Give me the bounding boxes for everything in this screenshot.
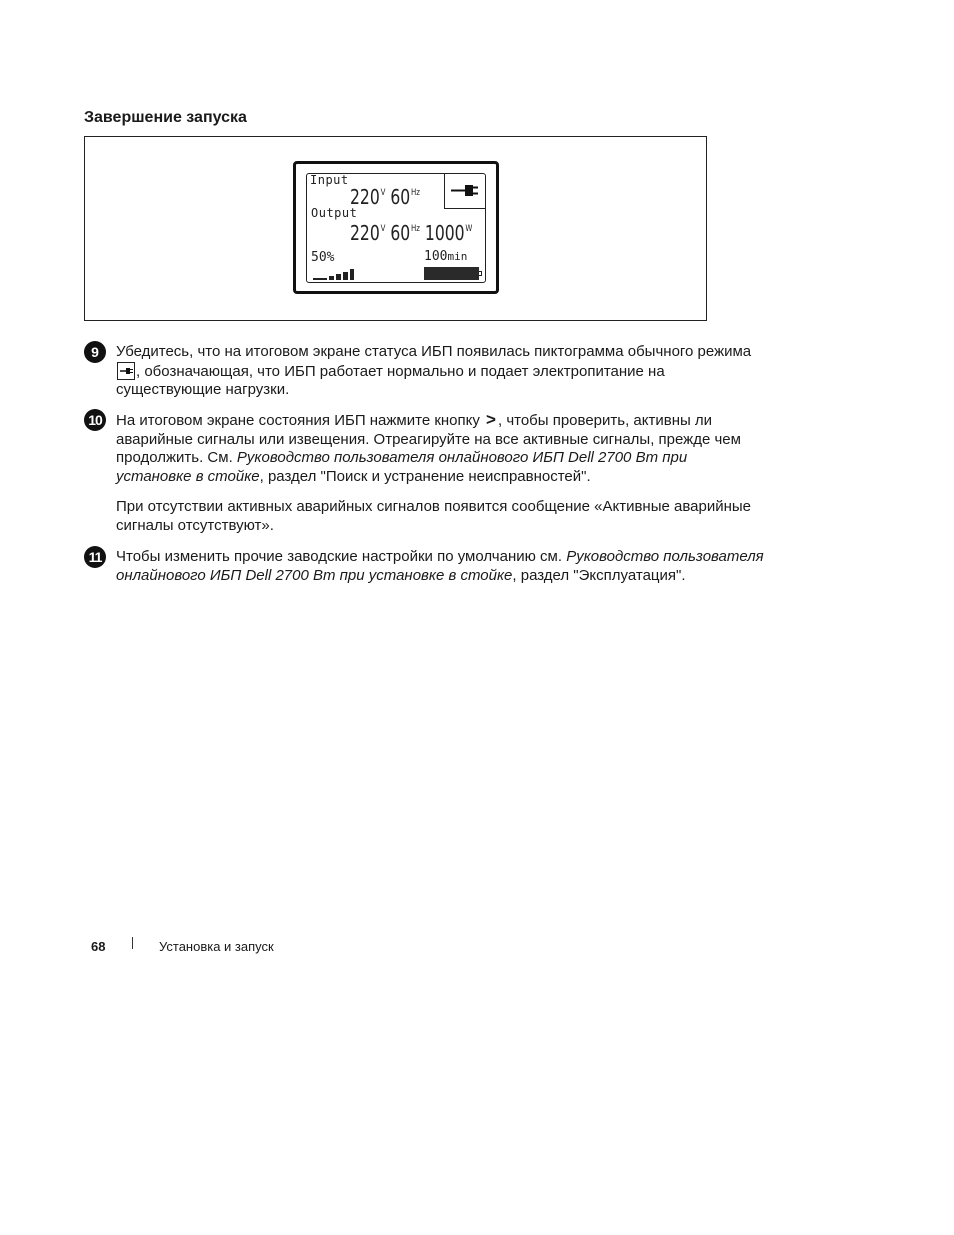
lcd-mode-icon-cell [444,174,485,209]
lcd-output-label: Output [311,206,358,220]
step-11-text-before: Чтобы изменить прочие заводские настройки по умолчанию см. [116,548,567,565]
ups-lcd-screen [306,173,486,283]
step-10-reference: Руководство пользователя онлайнового ИБП Dell 2700 Вт при установке в стойке [116,449,688,485]
step-badge-11: 11 [84,546,106,568]
page-number: 68 [91,939,106,954]
lcd-input-readout [350,185,420,209]
step-badge-9: 9 [84,341,106,363]
step-10-text [116,411,766,486]
footer-divider [132,937,133,949]
lcd-input-frequency-unit: Hz [410,188,420,198]
lcd-figure [84,136,707,321]
lcd-input-label: Input [310,173,349,187]
lcd-input-voltage: 220 [350,185,380,209]
step-11-reference: Руководство пользователя онлайнового ИБП Dell 2700 Вт при установке в стойке [116,548,764,584]
lcd-output-power: 1000 [424,221,465,245]
step-10-text-after: , чтобы проверить, активны ли аварийные сигналы или извещения. Отреагируйте на все активные сигналы, прежде чем продолжить. См. [116,412,741,466]
lcd-output-readout [350,221,472,245]
step-9-text-after: , обозначающая, что ИБП работает нормально и подает электропитание на существующие нагрузки. [116,362,665,398]
step-10-text-before: На итоговом экране состояния ИБП нажмите кнопку [116,412,480,429]
ups-lcd-bezel [293,161,499,294]
lcd-output-frequency-unit: Hz [410,224,420,234]
step-10-note: При отсутствии активных аварийных сигналов появится сообщение «Активные аварийные сигналы отсутствуют». [116,498,751,534]
chevron-right-icon: > [486,410,496,429]
step-badge-10: 10 [84,409,106,431]
footer-section-title: Установка и запуск [159,939,274,954]
lcd-output-voltage-unit: V [380,224,386,234]
lcd-input-voltage-unit: V [380,188,386,198]
lcd-output-power-unit: W [465,224,473,234]
step-11-text-end: , раздел "Эксплуатация". [512,566,686,584]
plug-icon [445,174,484,207]
lcd-runtime [424,249,467,264]
lcd-runtime-value: 100 [424,249,448,264]
lcd-load-percent: 50% [311,250,335,265]
battery-level-bar [424,267,479,280]
lcd-output-voltage: 220 [350,221,380,245]
plug-icon [117,362,135,380]
load-level-bars-icon [313,268,353,280]
battery-tip-icon [479,271,482,276]
step-10-text-end: , раздел "Поиск и устранение неисправностей". [259,467,591,485]
lcd-input-frequency: 60 [390,185,411,209]
lcd-output-frequency: 60 [390,221,411,245]
step-9-text [116,343,766,400]
step-9-text-before: Убедитесь, что на итоговом экране статуса ИБП появилась пиктограмма обычного режима [116,343,752,360]
step-11-text [116,548,766,585]
section-heading: Завершение запуска [84,109,247,126]
lcd-runtime-unit: min [447,250,468,263]
